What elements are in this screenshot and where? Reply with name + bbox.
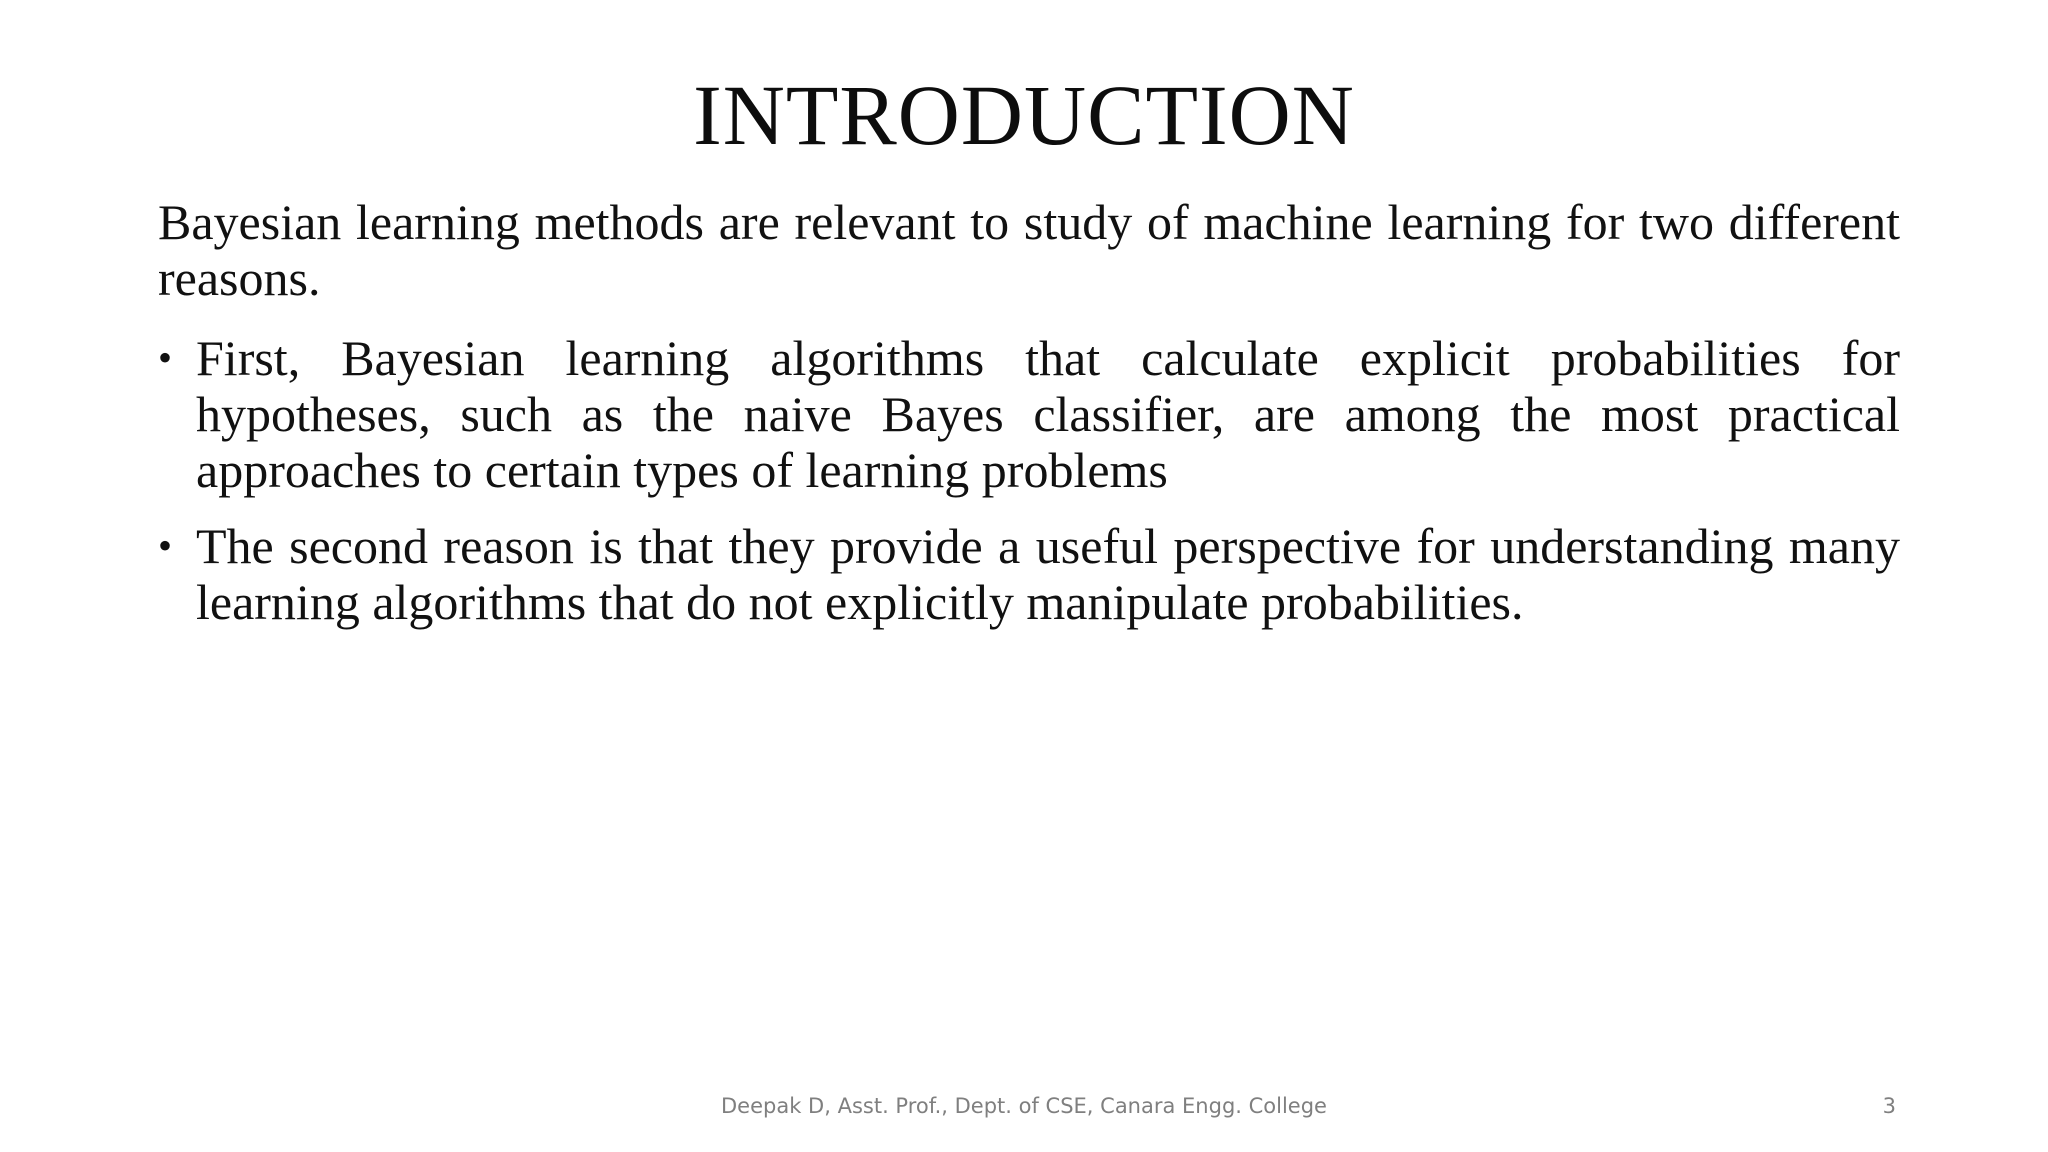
- page-number: 3: [1882, 1094, 1896, 1118]
- footer-credit: Deepak D, Asst. Prof., Dept. of CSE, Canara Engg. College: [721, 1094, 1327, 1118]
- bullet-icon: •: [158, 523, 173, 568]
- bullet-icon: •: [158, 335, 173, 380]
- bullet-list: [158, 330, 1900, 630]
- bullet-item: [158, 518, 1900, 630]
- bullet-item: [158, 330, 1900, 498]
- slide-title: INTRODUCTION: [693, 67, 1355, 163]
- slide-body: [158, 194, 1900, 630]
- bullet-text: First, Bayesian learning algorithms that calculate explicit probabilities for hypotheses, such as the naive Bayes classifier, are among the most practical approaches to certain types of learning problems: [196, 330, 1900, 498]
- bullet-text: The second reason is that they provide a useful perspective for understanding many learning algorithms that do not explicitly manipulate probabilities.: [196, 518, 1900, 630]
- intro-paragraph: Bayesian learning methods are relevant to study of machine learning for two different reasons.: [158, 194, 1900, 306]
